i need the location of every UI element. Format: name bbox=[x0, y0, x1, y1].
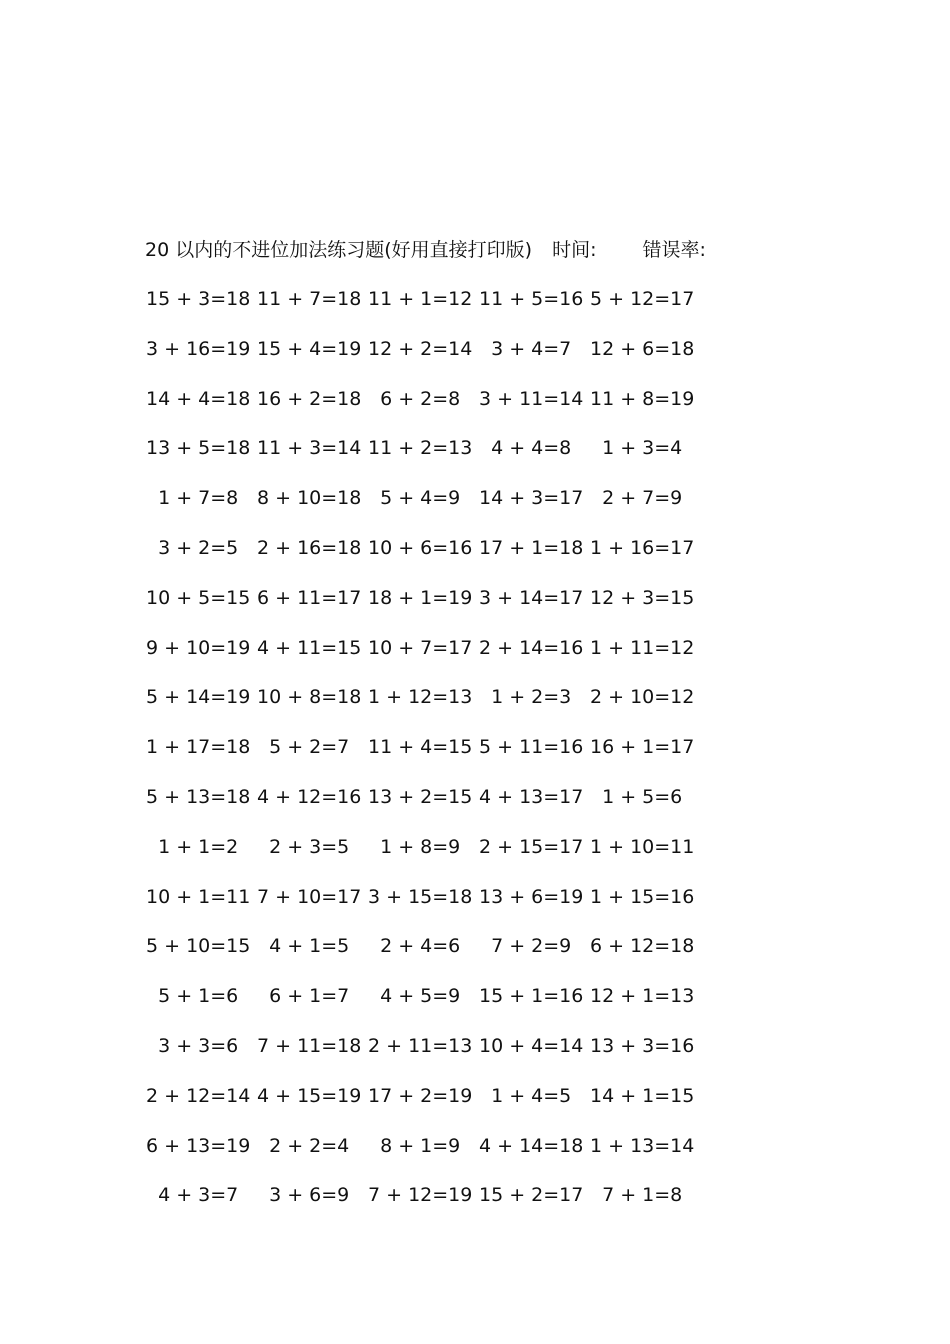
addition-problem: 1 + 3=4 bbox=[590, 437, 683, 460]
problem-row bbox=[146, 1031, 746, 1081]
addition-problem: 9 + 10=19 bbox=[146, 636, 251, 659]
addition-problem: 4 + 5=9 bbox=[368, 985, 461, 1008]
problem-row bbox=[146, 732, 746, 782]
addition-problem: 10 + 5=15 bbox=[146, 586, 251, 609]
addition-problem: 4 + 14=18 bbox=[479, 1134, 584, 1157]
addition-problem: 3 + 15=18 bbox=[368, 885, 473, 908]
problem-row bbox=[146, 1081, 746, 1131]
addition-problem: 7 + 1=8 bbox=[590, 1184, 683, 1207]
addition-problem: 7 + 12=19 bbox=[368, 1184, 473, 1207]
addition-problem: 10 + 8=18 bbox=[257, 686, 362, 709]
addition-problem: 15 + 4=19 bbox=[257, 337, 362, 360]
addition-problem: 3 + 6=9 bbox=[257, 1184, 350, 1207]
addition-problem: 4 + 11=15 bbox=[257, 636, 362, 659]
addition-problem: 3 + 3=6 bbox=[146, 1034, 239, 1057]
addition-problem: 2 + 7=9 bbox=[590, 487, 683, 510]
addition-problem: 16 + 1=17 bbox=[590, 736, 695, 759]
addition-problem: 2 + 15=17 bbox=[479, 835, 584, 858]
addition-problem: 3 + 16=19 bbox=[146, 337, 251, 360]
addition-problem: 1 + 4=5 bbox=[479, 1084, 572, 1107]
addition-problem: 2 + 14=16 bbox=[479, 636, 584, 659]
worksheet-title: 20 以内的不进位加法练习题(好用直接打印版) bbox=[145, 239, 533, 261]
addition-problem: 1 + 12=13 bbox=[368, 686, 473, 709]
addition-problem: 5 + 11=16 bbox=[479, 736, 584, 759]
problem-row bbox=[146, 533, 746, 583]
addition-problem: 3 + 4=7 bbox=[479, 337, 572, 360]
problem-row bbox=[146, 583, 746, 633]
addition-problem: 5 + 2=7 bbox=[257, 736, 350, 759]
problem-row bbox=[146, 682, 746, 732]
addition-problem: 1 + 7=8 bbox=[146, 487, 239, 510]
addition-problem: 17 + 2=19 bbox=[368, 1084, 473, 1107]
addition-problem: 1 + 11=12 bbox=[590, 636, 695, 659]
addition-problem: 13 + 6=19 bbox=[479, 885, 584, 908]
problem-row bbox=[146, 882, 746, 932]
addition-problem: 16 + 2=18 bbox=[257, 387, 362, 410]
addition-problem: 10 + 1=11 bbox=[146, 885, 251, 908]
addition-problem: 14 + 4=18 bbox=[146, 387, 251, 410]
addition-problem: 1 + 16=17 bbox=[590, 536, 695, 559]
addition-problem: 3 + 2=5 bbox=[146, 536, 239, 559]
problem-row bbox=[146, 1180, 746, 1230]
addition-problem: 1 + 2=3 bbox=[479, 686, 572, 709]
addition-problem: 1 + 10=11 bbox=[590, 835, 695, 858]
addition-problem: 1 + 15=16 bbox=[590, 885, 695, 908]
addition-problem: 11 + 3=14 bbox=[257, 437, 362, 460]
addition-problem: 4 + 12=16 bbox=[257, 785, 362, 808]
addition-problem: 7 + 10=17 bbox=[257, 885, 362, 908]
addition-problem: 11 + 7=18 bbox=[257, 288, 362, 310]
addition-problem: 1 + 1=2 bbox=[146, 835, 239, 858]
addition-problem: 10 + 6=16 bbox=[368, 536, 473, 559]
addition-problem: 7 + 2=9 bbox=[479, 935, 572, 958]
addition-problem: 12 + 3=15 bbox=[590, 586, 695, 609]
addition-problem: 4 + 3=7 bbox=[146, 1184, 239, 1207]
problem-row bbox=[146, 1131, 746, 1181]
problem-row bbox=[146, 931, 746, 981]
addition-problem: 8 + 1=9 bbox=[368, 1134, 461, 1157]
addition-problem: 2 + 11=13 bbox=[368, 1034, 473, 1057]
problem-row bbox=[146, 284, 746, 334]
addition-problem: 7 + 11=18 bbox=[257, 1034, 362, 1057]
problem-row bbox=[146, 433, 746, 483]
addition-problem: 8 + 10=18 bbox=[257, 487, 362, 510]
error-rate-label: 错误率: bbox=[642, 239, 706, 261]
addition-problem: 18 + 1=19 bbox=[368, 586, 473, 609]
addition-problem: 11 + 8=19 bbox=[590, 387, 695, 410]
addition-problem: 2 + 3=5 bbox=[257, 835, 350, 858]
addition-problem: 1 + 8=9 bbox=[368, 835, 461, 858]
addition-problem: 15 + 2=17 bbox=[479, 1184, 584, 1207]
addition-problem: 6 + 11=17 bbox=[257, 586, 362, 609]
addition-problem: 12 + 1=13 bbox=[590, 985, 695, 1008]
addition-problem: 11 + 4=15 bbox=[368, 736, 473, 759]
problem-row bbox=[146, 981, 746, 1031]
problem-row bbox=[146, 633, 746, 683]
addition-problem: 2 + 2=4 bbox=[257, 1134, 350, 1157]
problem-row bbox=[146, 483, 746, 533]
addition-problem: 14 + 3=17 bbox=[479, 487, 584, 510]
addition-problem: 2 + 10=12 bbox=[590, 686, 695, 709]
addition-problem: 13 + 3=16 bbox=[590, 1034, 695, 1057]
addition-problem: 14 + 1=15 bbox=[590, 1084, 695, 1107]
addition-problem: 13 + 5=18 bbox=[146, 437, 251, 460]
addition-problem: 5 + 10=15 bbox=[146, 935, 251, 958]
addition-problem: 15 + 1=16 bbox=[479, 985, 584, 1008]
addition-problem: 3 + 14=17 bbox=[479, 586, 584, 609]
addition-problem: 4 + 15=19 bbox=[257, 1084, 362, 1107]
time-label: 时间: bbox=[552, 239, 597, 261]
addition-problem: 6 + 2=8 bbox=[368, 387, 461, 410]
addition-problem: 5 + 14=19 bbox=[146, 686, 251, 709]
addition-problem: 12 + 2=14 bbox=[368, 337, 473, 360]
addition-problem: 11 + 2=13 bbox=[368, 437, 473, 460]
addition-problem: 17 + 1=18 bbox=[479, 536, 584, 559]
worksheet-header bbox=[145, 236, 706, 264]
addition-problem: 2 + 12=14 bbox=[146, 1084, 251, 1107]
addition-problem: 1 + 5=6 bbox=[590, 785, 683, 808]
addition-problem: 12 + 6=18 bbox=[590, 337, 695, 360]
addition-problem: 1 + 13=14 bbox=[590, 1134, 695, 1157]
addition-problem: 10 + 4=14 bbox=[479, 1034, 584, 1057]
problem-row bbox=[146, 782, 746, 832]
addition-problem: 5 + 13=18 bbox=[146, 785, 251, 808]
addition-problem: 11 + 5=16 bbox=[479, 288, 584, 310]
addition-problem: 13 + 2=15 bbox=[368, 785, 473, 808]
problem-row bbox=[146, 334, 746, 384]
problem-grid bbox=[146, 284, 746, 1230]
problem-row bbox=[146, 832, 746, 882]
addition-problem: 5 + 4=9 bbox=[368, 487, 461, 510]
addition-problem: 15 + 3=18 bbox=[146, 288, 251, 310]
addition-problem: 5 + 12=17 bbox=[590, 288, 695, 310]
addition-problem: 6 + 1=7 bbox=[257, 985, 350, 1008]
addition-problem: 6 + 12=18 bbox=[590, 935, 695, 958]
addition-problem: 10 + 7=17 bbox=[368, 636, 473, 659]
addition-problem: 6 + 13=19 bbox=[146, 1134, 251, 1157]
problem-row bbox=[146, 384, 746, 434]
addition-problem: 11 + 1=12 bbox=[368, 288, 473, 310]
addition-problem: 2 + 4=6 bbox=[368, 935, 461, 958]
addition-problem: 3 + 11=14 bbox=[479, 387, 584, 410]
addition-problem: 5 + 1=6 bbox=[146, 985, 239, 1008]
addition-problem: 4 + 13=17 bbox=[479, 785, 584, 808]
addition-problem: 1 + 17=18 bbox=[146, 736, 251, 759]
addition-problem: 4 + 4=8 bbox=[479, 437, 572, 460]
addition-problem: 2 + 16=18 bbox=[257, 536, 362, 559]
addition-problem: 4 + 1=5 bbox=[257, 935, 350, 958]
